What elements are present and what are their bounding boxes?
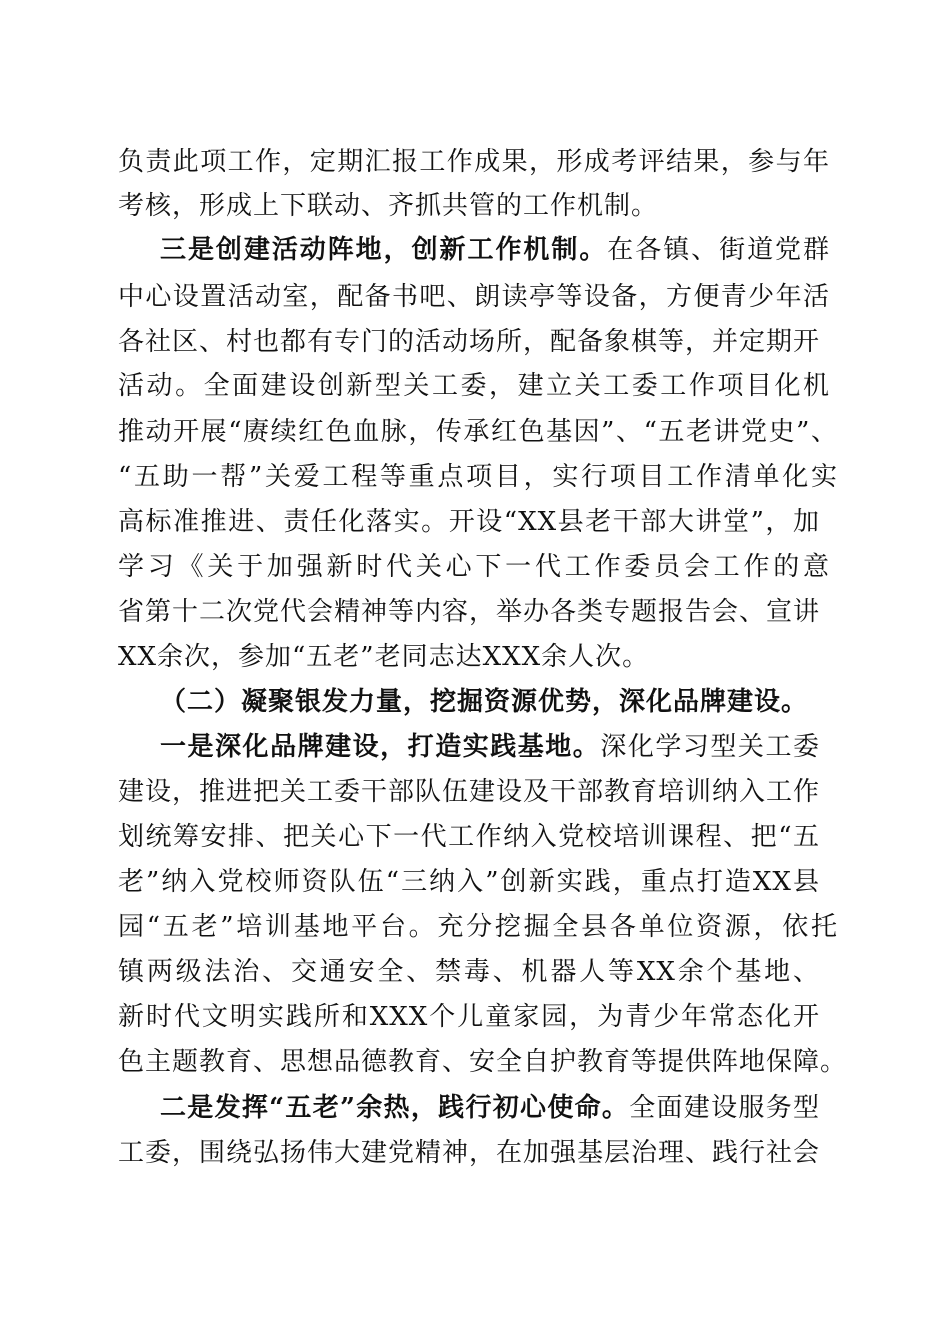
text-line: “五助一帮”关爱工程等重点项目，实行项目工作清单化实	[118, 462, 838, 492]
paragraph-4-lead: 一是深化品牌建设，打造实践基地。	[160, 732, 601, 762]
text-line: 推动开展“赓续红色血脉，传承红色基因”、“五老讲党史”、	[118, 417, 838, 447]
text-line: 色主题教育、思想品德教育、安全自护教育等提供阵地保障。	[118, 1047, 848, 1077]
section-heading: （二）凝聚银发力量，挖掘资源优势，深化品牌建设。	[160, 687, 809, 717]
text-line: 考核，形成上下联动、齐抓共管的工作机制。	[118, 191, 659, 221]
text-line: 老”纳入党校师资队伍“三纳入”创新实践，重点打造XX县	[118, 867, 820, 897]
text-line: 高标准推进、责任化落实。开设“XX县老干部大讲堂”，加	[118, 507, 820, 537]
paragraph-3-first-line	[160, 234, 830, 266]
paragraph-4-rest: 深化学习型关工委	[600, 732, 820, 762]
text-line: 省第十二次党代会精神等内容，举办各类专题报告会、宣讲	[118, 597, 820, 627]
paragraph-5-rest: 全面建设服务型	[629, 1093, 820, 1123]
paragraph-3-rest: 在各镇、街道党群	[607, 235, 830, 265]
text-line: 镇两级法治、交通安全、禁毒、机器人等XX余个基地、	[118, 957, 820, 987]
text-line: 中心设置活动室，配备书吧、朗读亭等设备，方便青少年活	[118, 282, 830, 312]
text-line: 园“五老”培训基地平台。充分挖掘全县各单位资源，依托	[118, 912, 838, 942]
paragraph-4-first-line	[160, 731, 820, 763]
text-line: 建设，推进把关工委干部队伍建设及干部教育培训纳入工作	[118, 777, 820, 807]
text-line: 工委，围绕弘扬伟大建党精神，在加强基层治理、践行社会	[118, 1138, 820, 1168]
text-line: 划统筹安排、把关心下一代工作纳入党校培训课程、把“五	[118, 822, 820, 852]
text-line: XX余次，参加“五老”老同志达XXX余人次。	[118, 642, 650, 672]
text-line: 学习《关于加强新时代关心下一代工作委员会工作的意	[118, 552, 830, 582]
text-line: 各社区、村也都有专门的活动场所，配备象棋等，并定期开	[118, 327, 820, 357]
paragraph-3-lead: 三是创建活动阵地，创新工作机制。	[160, 235, 608, 265]
paragraph-5-lead: 二是发挥“五老”余热，践行初心使命。	[160, 1093, 630, 1123]
paragraph-5-first-line	[160, 1092, 820, 1124]
text-line: 活动。全面建设创新型关工委，建立关工委工作项目化机	[118, 371, 830, 401]
text-line: 新时代文明实践所和XXX个儿童家园，为青少年常态化开	[118, 1002, 820, 1032]
text-line: 负责此项工作，定期汇报工作成果，形成考评结果，参与年	[118, 147, 830, 177]
